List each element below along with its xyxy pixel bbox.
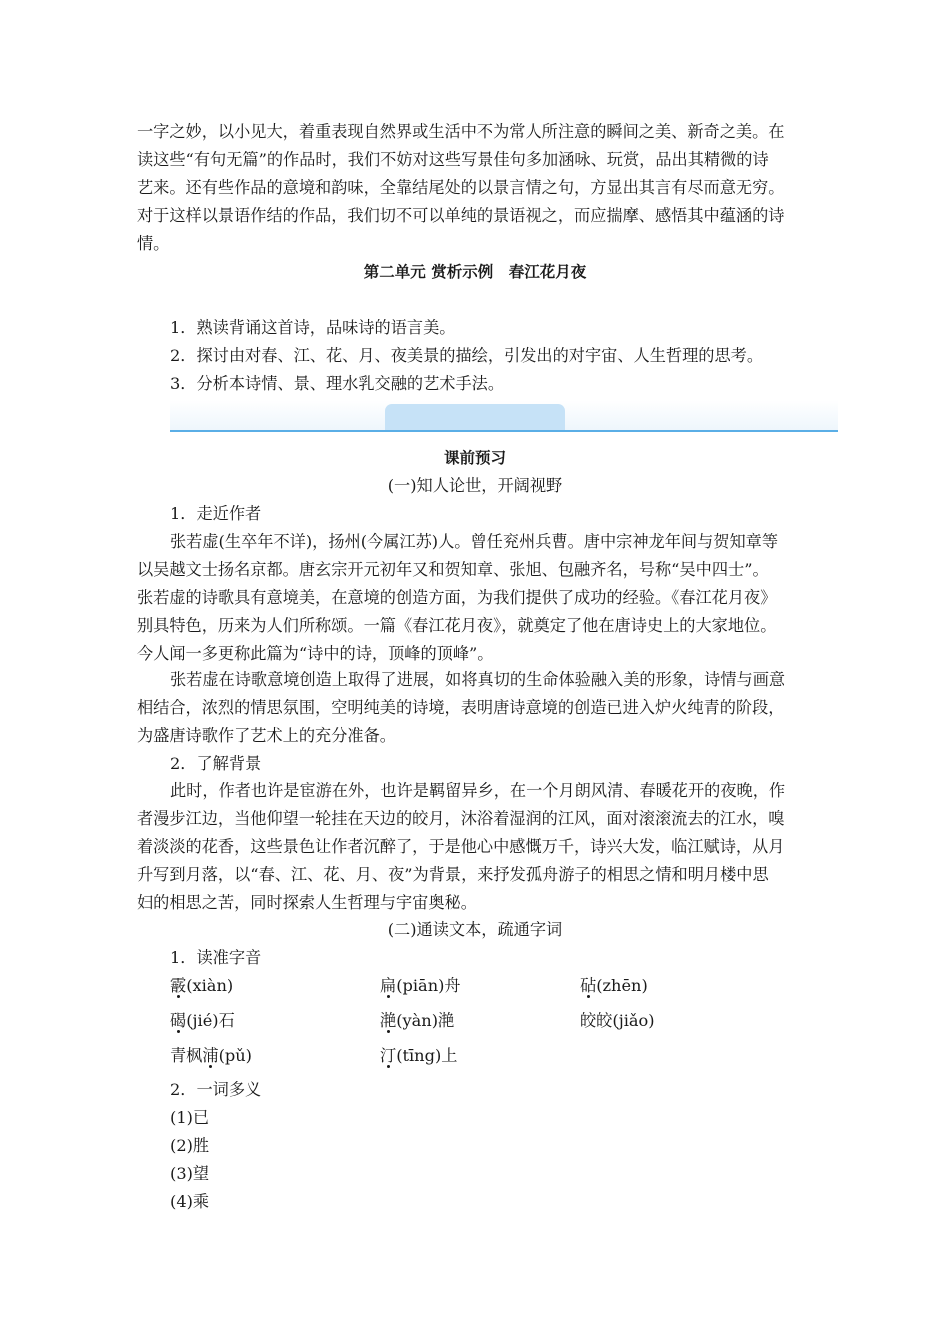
paragraph-line: 张若虚(生卒年不详)，扬州(今属江苏)人。曾任兖州兵曹。唐中宗神龙年间与贺知章等 <box>170 532 779 551</box>
intro-line: 艺来。还有些作品的意境和韵味，全靠结尾处的以景言情之句，方显出其言有尽而意无穷。 <box>137 178 785 197</box>
paragraph-line: 者漫步江边，当他仰望一轮挂在天边的皎月，沐浴着湿润的江风，面对滚滚流去的江水，嗅 <box>137 809 785 828</box>
polysemy-item: (4)乘 <box>170 1192 210 1211</box>
part2-item1-title: 1．读准字音 <box>170 948 262 967</box>
paragraph-line: 为盛唐诗歌作了艺术上的充分准备。 <box>137 726 396 745</box>
dotted-char: 汀 <box>380 1046 397 1065</box>
goal-item: 2．探讨由对春、江、花、月、夜美景的描绘，引发出的对宇宙、人生哲理的思考。 <box>170 346 764 365</box>
paragraph-line: 升写到月落，以“春、江、花、月、夜”为背景，来抒发孤舟游子的相思之情和明月楼中思 <box>137 865 769 884</box>
paragraph-line: 张若虚在诗歌意境创造上取得了进展，如将真切的生命体验融入美的形象，诗情与画意 <box>170 670 786 689</box>
dotted-char: 扁 <box>380 976 397 995</box>
paragraph-line: 今人闻一多更称此篇为“诗中的诗，顶峰的顶峰”。 <box>137 644 494 663</box>
polysemy-item: (3)望 <box>170 1164 210 1183</box>
dotted-char: 浦 <box>202 1046 219 1065</box>
pron-entry: 霰(xiàn) <box>170 976 234 995</box>
section-divider-line <box>170 430 838 432</box>
pron-entry: 砧(zhēn) <box>580 976 648 995</box>
unit-title: 第二单元 赏析示例 春江花月夜 <box>363 263 587 281</box>
section-divider-tab <box>385 404 565 431</box>
pron-entry: 扁(piān)舟 <box>380 976 461 995</box>
section-title: 课前预习 <box>443 449 506 467</box>
paragraph-line: 张若虚的诗歌具有意境美，在意境的创造方面，为我们提供了成功的经验。《春江花月夜》 <box>137 588 777 607</box>
dotted-char: 砧 <box>580 976 597 995</box>
dotted-char: 滟 <box>380 1011 397 1030</box>
intro-line: 读这些“有句无篇”的作品时，我们不妨对这些写景佳句多加涵咏、玩赏，品出其精微的诗 <box>137 150 769 169</box>
intro-line: 对于这样以景语作结的作品，我们切不可以单纯的景语视之，而应揣摩、感悟其中蕴涵的诗 <box>137 206 785 225</box>
paragraph-line: 着淡淡的花香，这些景色让作者沉醉了，于是他心中感慨万千，诗兴大发，临江赋诗，从月 <box>137 837 785 856</box>
dotted-char: 碣 <box>170 1011 187 1030</box>
dotted-char: 霰 <box>170 976 187 995</box>
polysemy-item: (2)胜 <box>170 1136 210 1155</box>
part1-heading: (一)知人论世，开阔视野 <box>387 476 563 495</box>
part2-heading: (二)通读文本，疏通字词 <box>387 920 563 939</box>
paragraph-line: 以吴越文士扬名京都。唐玄宗开元初年又和贺知章、张旭、包融齐名，号称“吴中四士”。 <box>137 560 769 579</box>
paragraph-line: 相结合，浓烈的情思氛围，空明纯美的诗境，表明唐诗意境的创造已进入炉火纯青的阶段， <box>137 698 785 717</box>
pron-entry: 滟(yàn)滟 <box>380 1011 455 1030</box>
pron-entry: 皎皎(jiǎo) <box>580 1011 655 1030</box>
pron-entry: 汀(tīng)上 <box>380 1046 458 1065</box>
polysemy-item: (1)已 <box>170 1108 210 1127</box>
part2-item2-title: 2．一词多义 <box>170 1080 262 1099</box>
intro-line: 情。 <box>137 234 170 253</box>
intro-line: 一字之妙，以小见大，着重表现自然界或生活中不为常人所注意的瞬间之美、新奇之美。在 <box>137 122 785 141</box>
paragraph-line: 此时，作者也许是宦游在外，也许是羁留异乡，在一个月朗风清、春暖花开的夜晚，作 <box>170 781 786 800</box>
part1-item1-title: 1．走近作者 <box>170 504 262 523</box>
paragraph-line: 别具特色，历来为人们所称颂。一篇《春江花月夜》，就奠定了他在唐诗史上的大家地位。 <box>137 616 777 635</box>
part1-item2-title: 2．了解背景 <box>170 754 262 773</box>
paragraph-line: 妇的相思之苦，同时探索人生哲理与宇宙奥秘。 <box>137 893 477 912</box>
pron-entry: 青枫浦(pǔ) <box>170 1046 252 1065</box>
goal-item: 3．分析本诗情、景、理水乳交融的艺术手法。 <box>170 374 505 393</box>
goal-item: 1．熟读背诵这首诗，品味诗的语言美。 <box>170 318 456 337</box>
pron-entry: 碣(jié)石 <box>170 1011 235 1030</box>
